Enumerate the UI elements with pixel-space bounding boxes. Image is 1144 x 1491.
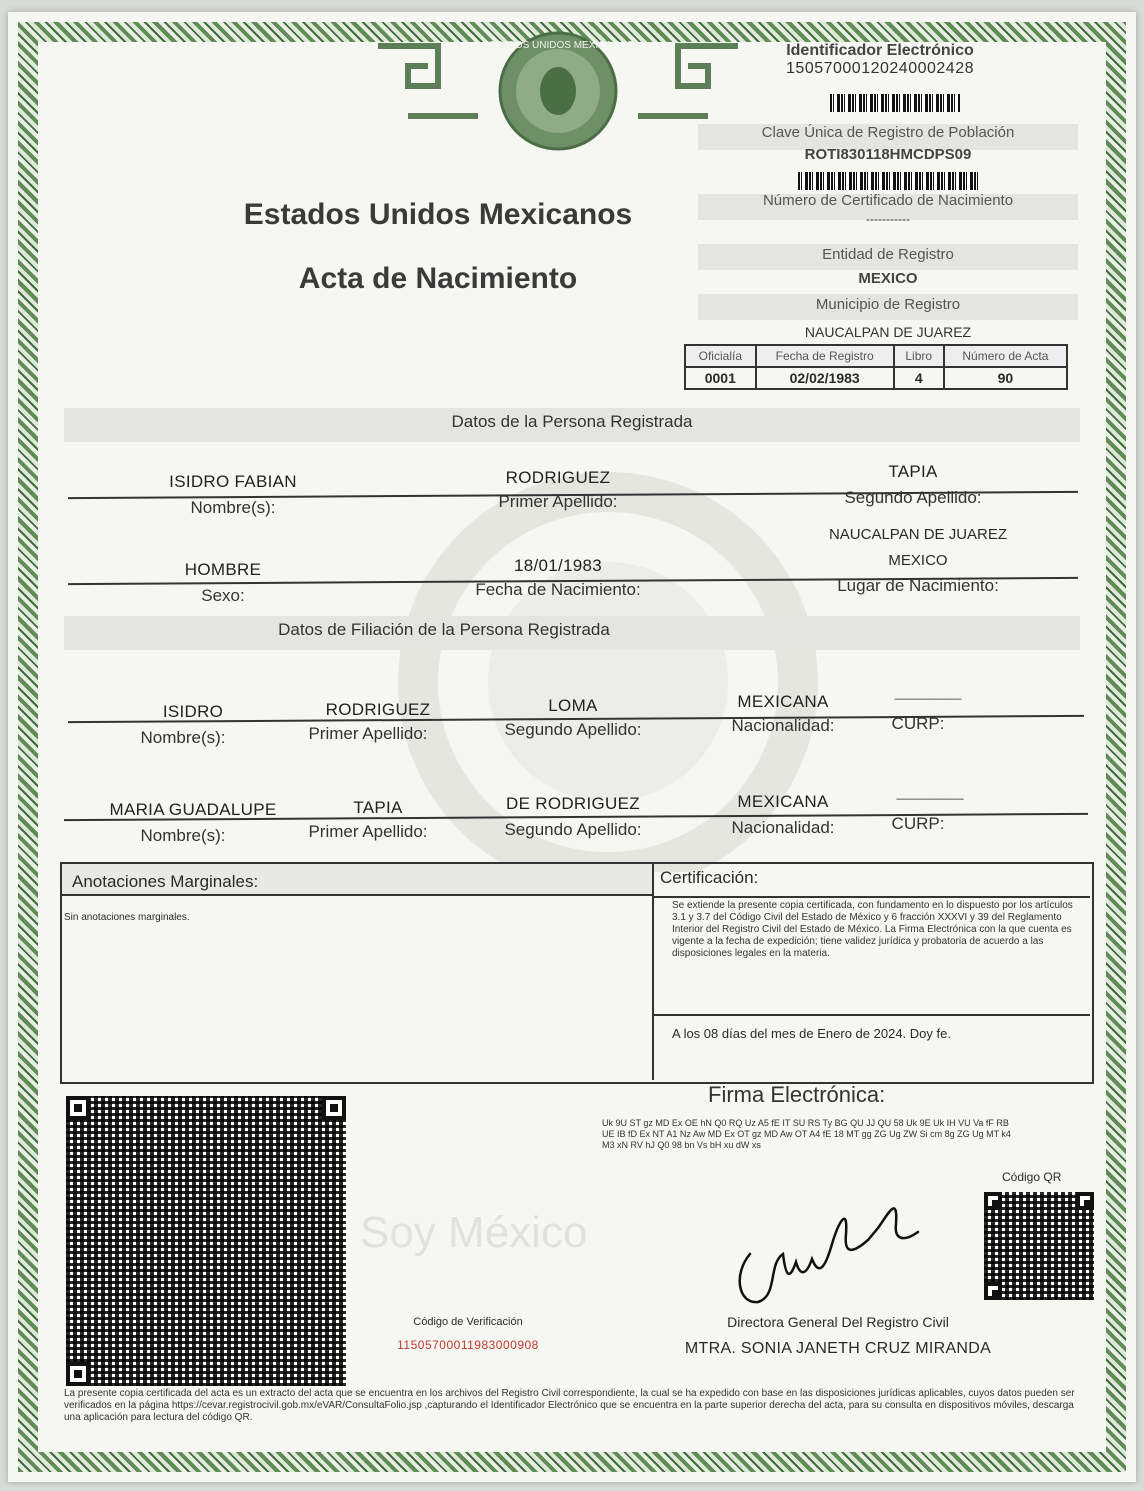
certification-date-line: A los 08 días del mes de Enero de 2024. Doy fe. [672,1026,951,1041]
person-name: ISIDRO FABIAN [169,472,297,491]
person-birth-date: 18/01/1983 [513,556,603,575]
table-header: Número de Acta [944,345,1067,367]
signature-hash: Uk 9U ST gz MD Ex OE hN Q0 RQ Uz A5 fE IT SU RS Ty BG QU JJ QU 58 Uk 9E Uk IH VU Va fF RB UE IB fD Ex NT A1 Nz Aw MD Ex OT gz MD Aw OT A4 fE 18 MT gg ZG Ug ZW Si cm 8g ZG Ug MT k4 M3 xN RV hJ Q0 98 bn Vs bH xu dW xs [602,1118,1011,1150]
birth-place-line2: MEXICO [888,552,948,569]
father-curp-label: CURP: [891,714,945,733]
signer-name: MTRA. SONIA JANETH CRUZ MIRANDA [684,1340,992,1357]
person-name-label: Nombre(s): [190,498,276,517]
table-cell: 90 [944,367,1067,389]
table-header: Libro [894,345,944,367]
footer-disclaimer: La presente copia certificada del acta es un extracto del acta que se encuentra en los archivos del Registro Civil correspondiente, la cual se ha expedido con base en las disposiciones jurídicas aplicables, cuyos datos pueden ser verificados en la página https://cevar.registrocivil.gob.mx/eVAR/ConsultaFolio.jsp ,capturando el Identificador Electrónico que se encuentra en la parte superior derecha del acta, para su consulta en dispositivos móviles, descarga una aplicación para lectura del código QR. [64,1388,1075,1423]
verification-qr-code [66,1096,346,1386]
father-curp: __________ [894,686,962,700]
person-birth-date-label: Fecha de Nacimiento: [475,580,641,599]
curp-value: ROTI830118HMCDPS09 [804,146,972,163]
signature-title: Firma Electrónica: [708,1082,886,1107]
municipality-value: NAUCALPAN DE JUAREZ [804,324,972,340]
certification-title: Certificación: [660,868,759,887]
id-barcode [830,94,960,112]
person-last2: TAPIA [888,462,938,481]
person-last1: RODRIGUEZ [505,468,611,487]
handwritten-signature [728,1184,928,1314]
cert-number-value: ----------- [866,212,910,226]
mother-name: MARIA GUADALUPE [109,800,277,819]
registry-table [684,344,1068,390]
table-header: Oficialía [685,345,756,367]
mother-curp-label: CURP: [891,814,945,833]
table-cell: 0001 [685,367,756,389]
entity-label: Entidad de Registro [822,246,954,263]
father-last2: LOMA [548,696,598,715]
mother-last1: TAPIA [353,798,403,817]
birth-certificate-sheet [8,12,1136,1482]
id-label: Identificador Electrónico [786,42,974,59]
cert-number-label: Número de Certificado de Nacimiento [762,192,1014,209]
small-qr-code [984,1192,1094,1300]
seal-text: ESTADOS UNIDOS MEXICANOS [482,40,634,51]
soy-mexico-watermark: Soy México [360,1208,588,1257]
verification-code: 11505700011983000908 [397,1338,539,1352]
person-sex-label: Sexo: [201,586,245,605]
father-name-label: Nombre(s): [140,728,226,747]
mother-nationality: MEXICANA [737,792,829,811]
id-value: 15057000120240002428 [786,60,974,77]
country-title: Estados Unidos Mexicanos [243,198,633,231]
person-last2-label: Segundo Apellido: [844,488,982,507]
verification-label: Código de Verificación [413,1316,523,1328]
curp-label: Clave Única de Registro de Población [761,124,1015,141]
table-cell: 02/02/1983 [756,367,894,389]
mother-last2: DE RODRIGUEZ [506,794,640,813]
father-name: ISIDRO [162,702,224,721]
document-title: Acta de Nacimiento [298,262,578,295]
father-last1-label: Primer Apellido: [308,724,428,743]
qr-label: Código QR [1002,1170,1062,1184]
annotations-title: Anotaciones Marginales: [72,872,259,891]
person-sex: HOMBRE [184,560,262,579]
birth-place-line1: NAUCALPAN DE JUAREZ [828,526,1008,543]
father-last1: RODRIGUEZ [325,700,431,719]
mother-last2-label: Segundo Apellido: [504,820,642,839]
table-cell: 4 [894,367,944,389]
mother-nationality-label: Nacionalidad: [731,818,835,837]
certification-text: Se extiende la presente copia certificada, con fundamento en lo dispuesto por los artículos 3.1 y 3.7 del Código Civil del Estado de México y 6 fracción XXXVI y 39 del Reglamento Interior del Registro Civil del Estado de México. La Firma Electrónica con la que cuenta es vigente a la fecha de expedición; tiene validez jurídica y probatoria de acuerdo a las disposiciones legales en la materia. [672,900,1073,959]
curp-barcode [798,172,978,190]
annotations-text: Sin anotaciones marginales. [64,912,190,923]
table-header: Fecha de Registro [756,345,894,367]
mother-name-label: Nombre(s): [140,826,226,845]
entity-value: MEXICO [858,270,918,287]
municipality-label: Municipio de Registro [815,296,961,313]
person-last1-label: Primer Apellido: [498,492,618,511]
filiation-section-title: Datos de Filiación de la Persona Registrada [278,620,610,639]
registry-block [690,42,1070,78]
person-birth-place-label: Lugar de Nacimiento: [837,576,999,595]
father-nationality: MEXICANA [737,692,829,711]
person-section-title: Datos de la Persona Registrada [451,412,693,431]
mother-last1-label: Primer Apellido: [308,822,428,841]
father-last2-label: Segundo Apellido: [504,720,642,739]
father-nationality-label: Nacionalidad: [731,716,835,735]
signer-role: Directora General Del Registro Civil [727,1314,949,1330]
mother-curp: __________ [896,786,964,800]
